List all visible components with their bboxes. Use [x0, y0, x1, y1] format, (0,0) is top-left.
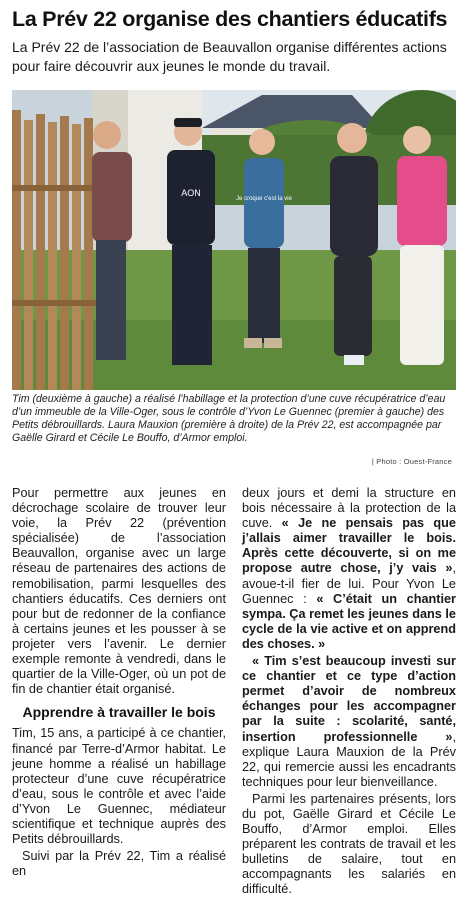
- tshirt-text: Je croque c'est la vie: [236, 196, 292, 202]
- lead-paragraph: La Prév 22 de l’association de Beauvallon organise différentes actions pour faire découvrir aux jeunes le monde du travail.: [12, 39, 447, 74]
- group-photo: [12, 90, 456, 390]
- article-column-1: [12, 486, 226, 879]
- body-text: , avoue-t-il fier de lui. Pour Yvon Le Guennec :: [242, 561, 456, 606]
- body-text: , explique Laura Mauxion de la Prév 22, qui remercie aussi les encadrants techniques pour leur bienveillance.: [242, 729, 456, 789]
- quote-laura: « Tim s’est beaucoup investi sur ce chantier et ce type d’action permet d’avoir de nombreux échanges pour les accompagner par la suite : scolarité, santé, insertion professionnelle »: [242, 654, 456, 744]
- headline: La Prév 22 organise des chantiers éducatifs: [12, 7, 448, 31]
- body-paragraph: Tim, 15 ans, a participé à ce chantier, financé par Terre-d’Armor habitat. Le jeune homme a réalisé un habillage protecteur d’une cuve récupératrice d’eau, sous le contrôle et avec l’aide d’Yvon Le Guennec, médiateur scientifique et technique auprès des Petits débrouillards.: [12, 726, 226, 847]
- body-paragraph: Parmi les partenaires présents, lors du pot, Gaëlle Girard et Cécile Le Bouffo, d’Armor emploi. Elles préparent les contrats de travail et les bulletins de salaire, tout en accompagnants les salariés en difficulté.: [242, 791, 456, 897]
- quote-tim: « Je ne pensais pas que j’allais aimer travailler le bois. Après cette découverte, si on me propose autre chose, j’y vais »: [242, 516, 456, 576]
- body-paragraph: [242, 486, 456, 652]
- shirt-text: AON: [181, 188, 201, 198]
- body-paragraph: Suivi par la Prév 22, Tim a réalisé en: [12, 849, 226, 879]
- subheading: Apprendre à travailler le bois: [22, 704, 216, 721]
- quote-yvon: « C’était un chantier sympa. Ça remet les jeunes dans le cycle de la vie active et on apprend des choses. »: [242, 591, 456, 651]
- body-paragraph: Pour permettre aux jeunes en décrochage scolaire de trouver leur voie, la Prév 22 (prévention spécialisée) de l’association Beauvallon, organise avec un large réseau de partenaires des actions de remobilisation, parmi lesquelles des chantiers éducatifs. Ces derniers ont pour but de redonner de la confiance à certains jeunes et les pousser à se projeter vers l’avenir. Le dernier exemple remonte à vendredi, dans le quartier de la Ville-Oger, où un pot de fin de chantier était organisé.: [12, 486, 226, 697]
- photo-caption: Tim (deuxième à gauche) a réalisé l’habillage et la protection d’une cuve récupératrice d’eau d’un immeuble de la Ville-Oger, sous le contrôle d’Yvon Le Guennec (premier à gauche) des Petits débrouillards. Laura Mauxion (première à droite) de la Prév 22, est accompagnée par Gaëlle Girard et Cécile Le Bouffo, d’Armor emploi.: [12, 393, 446, 444]
- body-text: deux jours et demi la structure en bois nécessaire à la protection de la cuve.: [242, 486, 456, 531]
- body-paragraph: [242, 654, 456, 790]
- photo-credit: | Photo : Ouest-France: [371, 457, 452, 466]
- article-column-2: [242, 486, 456, 898]
